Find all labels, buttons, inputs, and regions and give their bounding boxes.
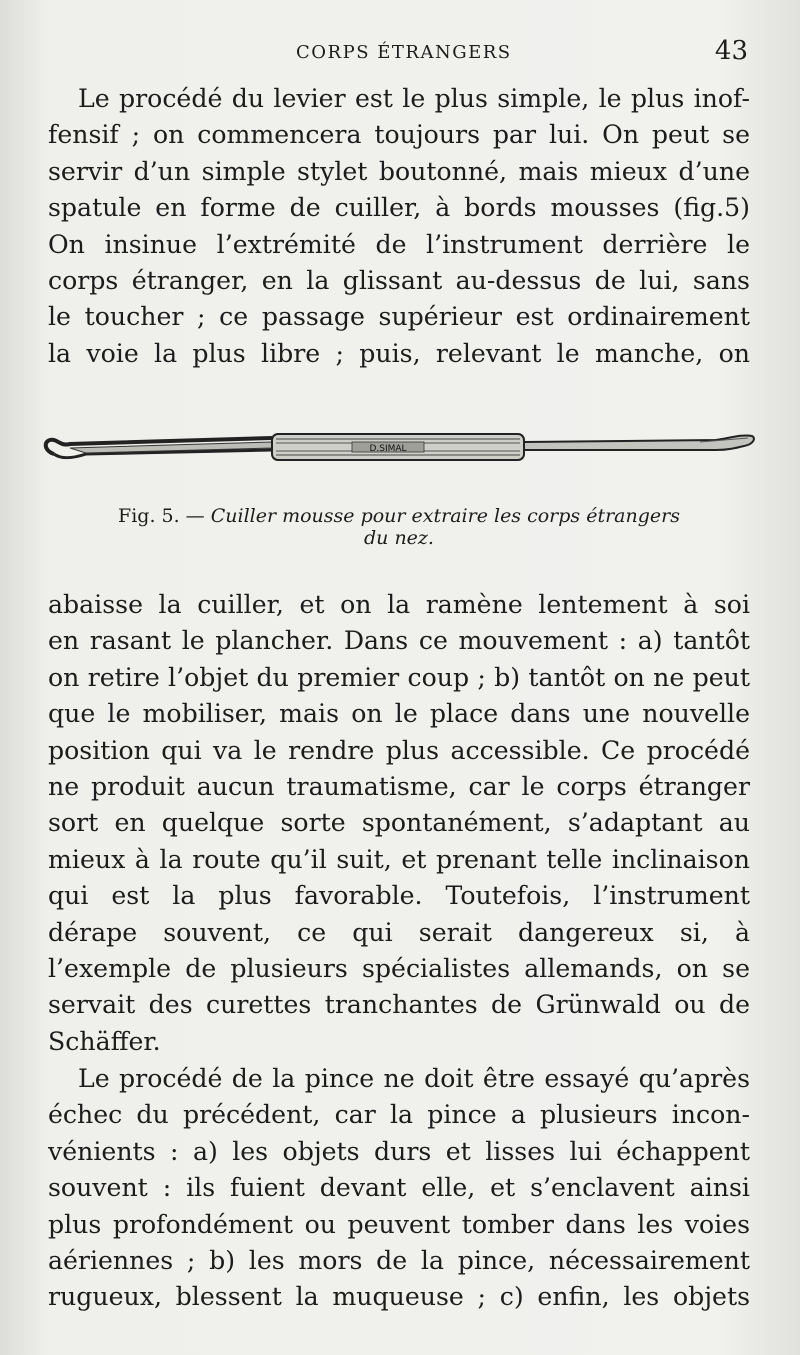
- text-line: rugueux, blessent la muqueuse ; c) enfin, les objets: [48, 1282, 750, 1312]
- paragraph-3: [48, 1061, 750, 1316]
- text-line: ne produit aucun traumatisme, car le corps étranger: [48, 772, 750, 802]
- paragraph-1: [48, 81, 750, 372]
- caption-text: Cuiller mousse pour extraire les corps étrangers: [210, 505, 680, 527]
- text-line: l’exemple de plusieurs spécialistes allemands, on se: [48, 954, 750, 984]
- text-line: que le mobiliser, mais on le place dans une nouvelle: [48, 699, 750, 729]
- figure-5-spoon-instrument: [40, 420, 760, 480]
- text-line: échec du précédent, car la pince a plusieurs incon-: [48, 1100, 750, 1130]
- text-line: Le procédé de la pince ne doit être essayé qu’après: [78, 1064, 750, 1093]
- text-line: qui est la plus favorable. Toutefois, l’instrument: [48, 881, 750, 911]
- figure-caption: [48, 505, 750, 549]
- text-line: on retire l’objet du premier coup ; b) tantôt on ne peut: [48, 662, 750, 692]
- text-line: vénients : a) les objets durs et lisses lui échappent: [48, 1136, 750, 1166]
- text-line: plus profondément ou peuvent tomber dans les voies: [48, 1209, 750, 1239]
- text-line: Schäffer.: [48, 1026, 161, 1056]
- text-line: servir d’un simple stylet boutonné, mais mieux d’une: [48, 156, 750, 186]
- instrument-marking: D.SIMAL: [369, 444, 407, 454]
- text-line: fensif ; on commencera toujours par lui. On peut se: [48, 120, 750, 150]
- text-line: le toucher ; ce passage supérieur est ordinairement: [48, 302, 750, 332]
- text-line: Le procédé du levier est le plus simple, le plus inof-: [78, 84, 750, 113]
- text-line: en rasant le plancher. Dans ce mouvement : a) tantôt: [48, 626, 750, 656]
- text-line: la voie la plus libre ; puis, relevant le manche, on: [48, 338, 750, 368]
- text-line: spatule en forme de cuiller, à bords mousses (fig.5): [48, 193, 750, 223]
- text-line: corps étranger, en la glissant au-dessus de lui, sans: [48, 266, 750, 296]
- page-header: [0, 36, 800, 70]
- text-line: aériennes ; b) les mors de la pince, nécessairement: [48, 1246, 750, 1276]
- text-line: position qui va le rendre plus accessible. Ce procédé: [48, 735, 750, 765]
- page-number: 43: [714, 36, 748, 66]
- paragraph-2: [48, 587, 750, 1060]
- text-line: On insinue l’extrémité de l’instrument derrière le: [48, 229, 750, 259]
- spoon-instrument-illustration: [40, 420, 760, 480]
- running-head: CORPS ÉTRANGERS: [296, 42, 512, 63]
- text-line: sort en quelque sorte spontanément, s’adaptant au: [48, 808, 750, 838]
- text-line: souvent : ils fuient devant elle, et s’enclavent ainsi: [48, 1173, 750, 1203]
- caption-label: Fig. 5. —: [118, 505, 205, 527]
- text-line: mieux à la route qu’il suit, et prenant telle inclinaison: [48, 844, 750, 874]
- caption-text-continued: du nez.: [364, 527, 434, 549]
- text-line: dérape souvent, ce qui serait dangereux si, à: [48, 917, 750, 947]
- text-line: servait des curettes tranchantes de Grünwald ou de: [48, 990, 750, 1020]
- text-line: abaisse la cuiller, et on la ramène lentement à soi: [48, 590, 750, 619]
